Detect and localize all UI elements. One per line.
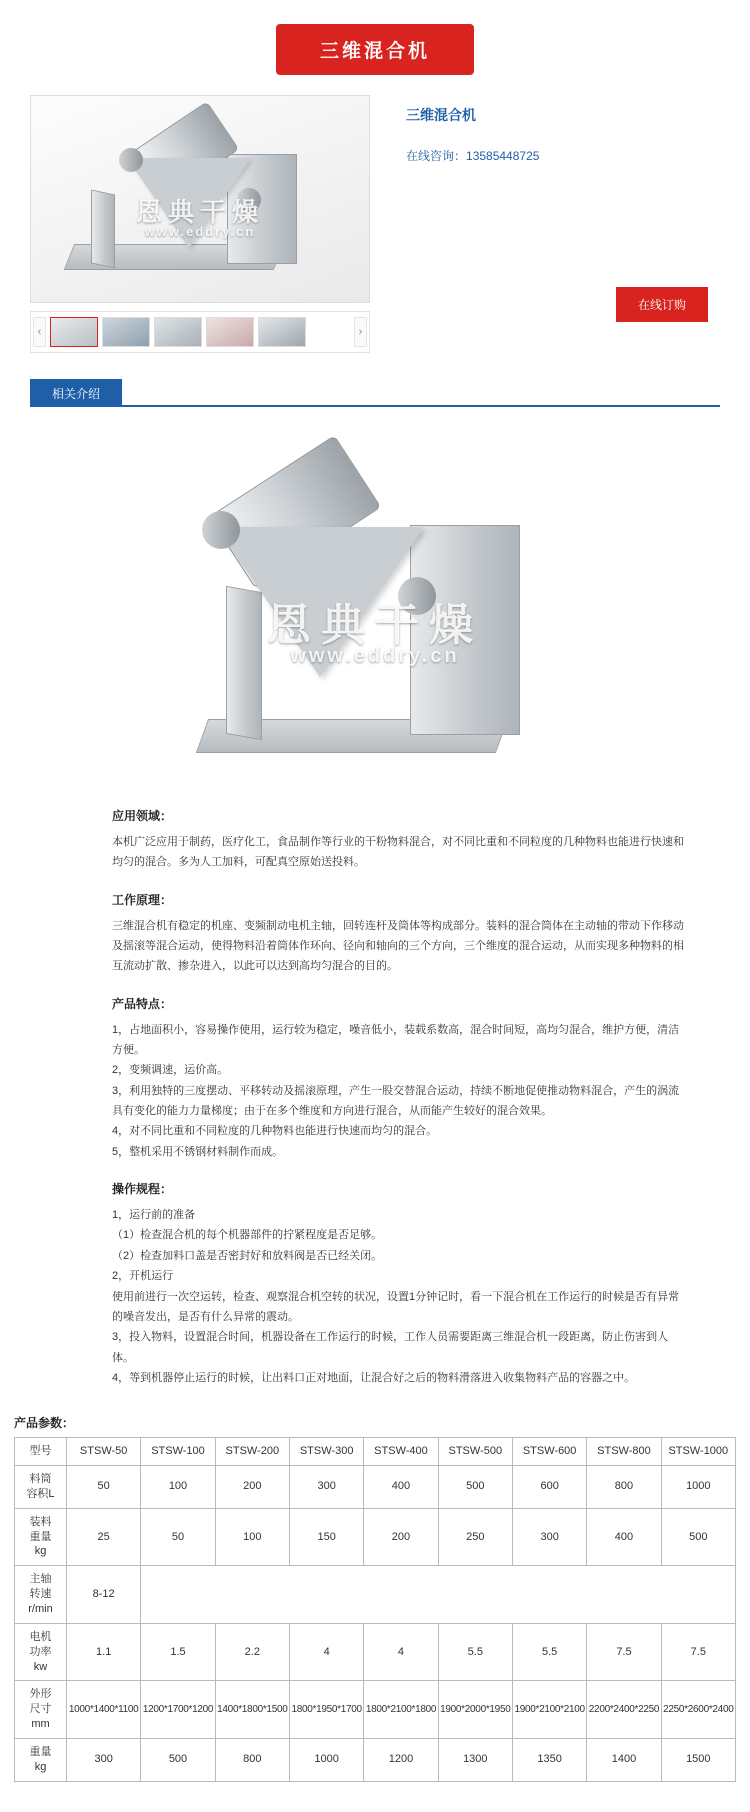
machine-cone-large [216, 527, 424, 677]
cell-dimensions: 1800*1950*1700 [289, 1681, 363, 1739]
machine-leg [91, 189, 115, 268]
cell-dimensions: 1200*1700*1200 [141, 1681, 215, 1739]
cell-weight: 500 [141, 1738, 215, 1781]
table-row [15, 1438, 736, 1466]
cell-weight: 1200 [364, 1738, 438, 1781]
thumbnail-prev-arrow[interactable]: ‹ [33, 317, 46, 347]
section-text: （2）检查加料口盖是否密封好和放料阀是否已经关闭。 [112, 1249, 383, 1262]
tab-related-intro[interactable]: 相关介绍 [30, 379, 122, 405]
cell-dimensions: 1900*2100*2100 [512, 1681, 586, 1739]
thumbnail-item[interactable] [258, 317, 306, 347]
cell-volume: 300 [289, 1466, 363, 1509]
thumbnail-item[interactable] [206, 317, 254, 347]
consult-line [406, 147, 720, 164]
cell-volume: 200 [215, 1466, 289, 1509]
cell-model: STSW-800 [587, 1438, 661, 1466]
cell-load: 25 [67, 1508, 141, 1566]
section-heading-principle: 工作原理： [112, 892, 173, 907]
cell-dimensions: 2250*2600*2400 [661, 1681, 735, 1739]
cell-load: 250 [438, 1508, 512, 1566]
thumbnail-next-arrow[interactable]: › [354, 317, 367, 347]
cell-volume: 600 [512, 1466, 586, 1509]
main-product-image[interactable] [30, 95, 370, 303]
machine-frame-large [410, 525, 520, 735]
cell-model: STSW-300 [289, 1438, 363, 1466]
parameters-table [14, 1437, 736, 1781]
machine-joint-left-large [202, 511, 240, 549]
cell-volume: 400 [364, 1466, 438, 1509]
cell-volume: 500 [438, 1466, 512, 1509]
cell-weight: 1000 [289, 1738, 363, 1781]
row-label-model: 型号 [15, 1438, 67, 1466]
thumbnail-item[interactable] [102, 317, 150, 347]
cell-model: STSW-200 [215, 1438, 289, 1466]
large-product-image [30, 429, 720, 789]
cell-load: 100 [215, 1508, 289, 1566]
section-text: 2，变频调速，运价高。 [112, 1064, 229, 1077]
row-label-load: 装料 重量 kg [15, 1508, 67, 1566]
table-row [15, 1623, 736, 1681]
cell-volume: 100 [141, 1466, 215, 1509]
section-heading-features: 产品特点： [112, 996, 173, 1011]
machine-cone [127, 158, 251, 248]
watermark-url: www.eddry.cn [144, 224, 256, 239]
cell-model: STSW-100 [141, 1438, 215, 1466]
cell-weight: 1350 [512, 1738, 586, 1781]
section-text: 3，投入物料，设置混合时间，机器设备在工作运行的时候，工作人员需要距离三维混合机一段距离，防止伤害到人体。 [112, 1331, 669, 1364]
section-text: （1）检查混合机的每个机器部件的拧紧程度是否足够。 [112, 1229, 383, 1242]
product-top-area [0, 75, 750, 353]
cell-weight: 1400 [587, 1738, 661, 1781]
cell-model: STSW-1000 [661, 1438, 735, 1466]
section-heading-operation: 操作规程： [112, 1182, 173, 1197]
product-gallery [30, 95, 370, 353]
cell-volume: 1000 [661, 1466, 735, 1509]
cell-power: 2.2 [215, 1623, 289, 1681]
section-text: 5，整机采用不锈钢材料制作而成。 [112, 1145, 284, 1158]
machine-joint-right [237, 188, 261, 212]
cell-weight: 1300 [438, 1738, 512, 1781]
cell-volume: 800 [587, 1466, 661, 1509]
cell-load: 150 [289, 1508, 363, 1566]
cell-power: 7.5 [661, 1623, 735, 1681]
row-label-power: 电机 功率 kw [15, 1623, 67, 1681]
thumbnail-item[interactable] [154, 317, 202, 347]
cell-speed-merged [141, 1566, 736, 1624]
table-row [15, 1566, 736, 1624]
cell-volume: 50 [67, 1466, 141, 1509]
section-text: 使用前进行一次空运转，检查、观察混合机空转的状况，设置1分钟记时，看一下混合机在工作运行的时候是否有异常的噪音发出，是否有什么异常的震动。 [112, 1290, 680, 1323]
section-text: 2，开机运行 [112, 1270, 174, 1283]
row-label-volume: 料筒 容积L [15, 1466, 67, 1509]
cell-load: 500 [661, 1508, 735, 1566]
cell-load: 300 [512, 1508, 586, 1566]
section-text: 1，运行前的准备 [112, 1209, 196, 1222]
row-label-dimensions: 外形 尺寸 mm [15, 1681, 67, 1739]
page-title: 三维混合机 [276, 24, 474, 75]
cell-power: 5.5 [512, 1623, 586, 1681]
params-title: 产品参数： [14, 1416, 75, 1431]
section-heading-application: 应用领域： [112, 809, 173, 823]
machine-joint-right-large [398, 577, 436, 615]
section-text: 1，占地面积小，容易操作使用，运行较为稳定，噪音低小，装载系数高，混合时间短，高均匀混合，维护方便，清洁方便。 [112, 1023, 680, 1057]
cell-weight: 1500 [661, 1738, 735, 1781]
cell-power: 1.5 [141, 1623, 215, 1681]
section-text: 3，利用独特的三度摆动、平移转动及摇滚原理，产生一股交替混合运动，持续不断地促使推动物料混合，产生的涡流具有变化的能力力量梯度；由于在多个维度和方向进行混合，从而能产生较好的混合效果。 [112, 1084, 680, 1118]
thumbnail-item[interactable] [50, 317, 98, 347]
section-text: 本机广泛应用于制药，医疗化工，食品制作等行业的干粉物料混合，对不同比重和不同粒度的几种物料也能进行快速和均匀的混合。多为人工加料，可配真空原始送投料。 [112, 836, 684, 869]
cell-speed: 8-12 [67, 1566, 141, 1624]
section-tabbar [30, 379, 720, 407]
cell-dimensions: 1800*2100*1800 [364, 1681, 438, 1739]
consult-label: 在线咨询： [406, 149, 467, 163]
table-row [15, 1466, 736, 1509]
cell-model: STSW-600 [512, 1438, 586, 1466]
cell-load: 200 [364, 1508, 438, 1566]
watermark-url-large: www.eddry.cn [290, 645, 460, 667]
cell-weight: 300 [67, 1738, 141, 1781]
order-online-button[interactable]: 在线订购 [616, 287, 708, 322]
cell-dimensions: 2200*2400*2250 [587, 1681, 661, 1739]
row-label-weight: 重量 kg [15, 1738, 67, 1781]
description-content [0, 789, 750, 1388]
cell-dimensions: 1000*1400*1100 [67, 1681, 141, 1739]
banner-wrap [0, 0, 750, 75]
cell-model: STSW-500 [438, 1438, 512, 1466]
thumbnail-strip [30, 311, 370, 353]
consult-phone: 13585448725 [466, 149, 540, 163]
product-info [370, 95, 720, 353]
cell-model: STSW-50 [67, 1438, 141, 1466]
table-row [15, 1508, 736, 1566]
cell-dimensions: 1900*2000*1950 [438, 1681, 512, 1739]
cell-model: STSW-400 [364, 1438, 438, 1466]
watermark-brand-large: 恩典干燥 [267, 601, 483, 650]
row-label-speed: 主轴 转速 r/min [15, 1566, 67, 1624]
table-row [15, 1681, 736, 1739]
cell-load: 400 [587, 1508, 661, 1566]
cell-load: 50 [141, 1508, 215, 1566]
product-name: 三维混合机 [406, 107, 476, 123]
section-text: 三维混合机有稳定的机座、变频制动电机主轴，回转连杆及筒体等构成部分。装料的混合筒体在主动轴的带动下作移动及摇滚等混合运动，使得物料沿着筒体作环向、径向和轴向的三个方向，三个维度的混合运动，从而实现多种物料的相互流动扩散、掺杂进入，以此可以达到高均匀混合的目的。 [112, 919, 684, 973]
section-text: 4，对不同比重和不同粒度的几种物料也能进行快速而均匀的混合。 [112, 1125, 438, 1138]
watermark-brand: 恩典干燥 [135, 197, 264, 227]
table-row [15, 1738, 736, 1781]
cell-power: 4 [289, 1623, 363, 1681]
cell-power: 1.1 [67, 1623, 141, 1681]
cell-weight: 800 [215, 1738, 289, 1781]
cell-dimensions: 1400*1800*1500 [215, 1681, 289, 1739]
machine-joint-left [119, 148, 143, 172]
cell-power: 4 [364, 1623, 438, 1681]
cell-power: 7.5 [587, 1623, 661, 1681]
cell-power: 5.5 [438, 1623, 512, 1681]
section-text: 4，等到机器停止运行的时候，让出料口正对地面，让混合好之后的物料滑落进入收集物料产品的容器之中。 [112, 1371, 636, 1384]
